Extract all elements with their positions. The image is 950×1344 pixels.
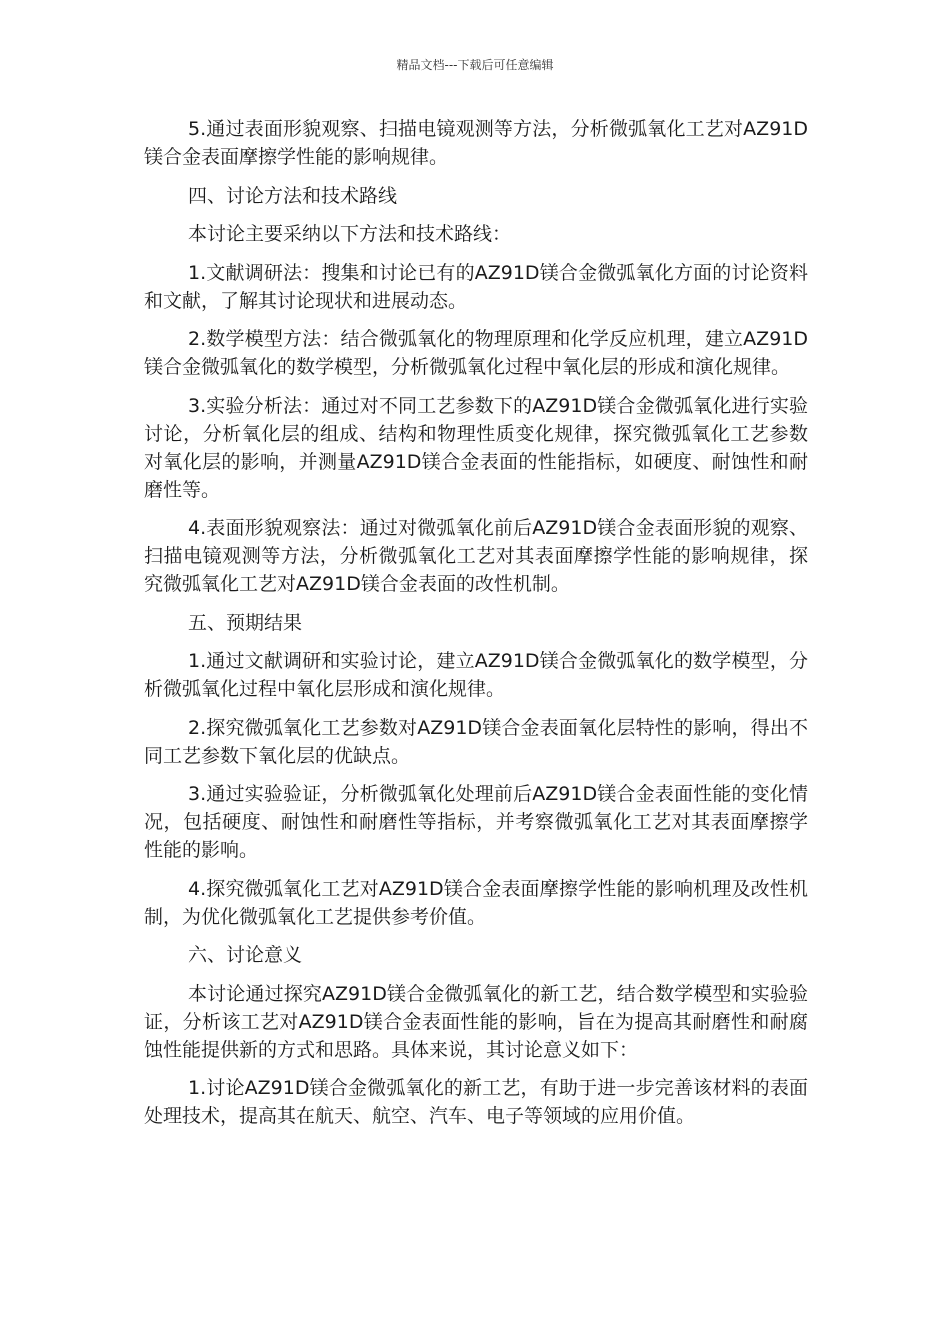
section-heading-expected-results: 五、预期结果 <box>188 611 303 634</box>
paragraph-result-2: 2.探究微弧氧化工艺参数对AZ91D镁合金表面氧化层特性的影响，得出不同工艺参数下氧化层的优缺点。 <box>144 716 808 767</box>
paragraph-method-2: 2.数学模型方法：结合微弧氧化的物理原理和化学反应机理，建立AZ91D镁合金微弧氧化的数学模型，分析微弧氧化过程中氧化层的形成和演化规律。 <box>144 328 808 378</box>
document-body <box>144 115 808 1141</box>
paragraph-significance-intro: 本讨论通过探究AZ91D镁合金微弧氧化的新工艺，结合数学模型和实验验证，分析该工艺对AZ91D镁合金表面性能的影响，旨在为提高其耐磨性和耐腐蚀性能提供新的方式和思路。具体来说，其讨论意义如下： <box>144 982 808 1061</box>
page-header: 精品文档---下载后可任意编辑 <box>396 58 554 72</box>
paragraph-significance-1: 1.讨论AZ91D镁合金微弧氧化的新工艺，有助于进一步完善该材料的表面处理技术，提高其在航天、航空、汽车、电子等领域的应用价值。 <box>144 1077 808 1127</box>
section-heading-methods: 四、讨论方法和技术路线 <box>188 184 398 207</box>
paragraph-method-3: 3.实验分析法：通过对不同工艺参数下的AZ91D镁合金微弧氧化进行实验讨论，分析氧化层的组成、结构和物理性质变化规律，探究微弧氧化工艺参数对氧化层的影响，并测量AZ91D镁合金表面的性能指标，如硬度、耐蚀性和耐磨性等。 <box>144 394 808 501</box>
section-heading-significance: 六、讨论意义 <box>188 944 303 966</box>
paragraph-result-4: 4.探究微弧氧化工艺对AZ91D镁合金表面摩擦学性能的影响机理及改性机制，为优化微弧氧化工艺提供参考价值。 <box>144 877 808 928</box>
paragraph-result-1: 1.通过文献调研和实验讨论，建立AZ91D镁合金微弧氧化的数学模型，分析微弧氧化过程中氧化层形成和演化规律。 <box>144 650 808 700</box>
paragraph-method-1: 1.文献调研法：搜集和讨论已有的AZ91D镁合金微弧氧化方面的讨论资料和文献，了解其讨论现状和进展动态。 <box>144 261 808 312</box>
paragraph-method-4: 4.表面形貌观察法：通过对微弧氧化前后AZ91D镁合金表面形貌的观察、扫描电镜观测等方法，分析微弧氧化工艺对其表面摩擦学性能的影响规律，探究微弧氧化工艺对AZ91D镁合金表面的改性机制。 <box>144 517 808 595</box>
paragraph-analysis-goal-5: 5.通过表面形貌观察、扫描电镜观测等方法，分析微弧氧化工艺对AZ91D镁合金表面摩擦学性能的影响规律。 <box>144 118 808 168</box>
paragraph-methods-intro: 本讨论主要采纳以下方法和技术路线： <box>188 223 512 245</box>
paragraph-result-3: 3.通过实验验证，分析微弧氧化处理前后AZ91D镁合金表面性能的变化情况，包括硬度、耐蚀性和耐磨性等指标，并考察微弧氧化工艺对其表面摩擦学性能的影响。 <box>144 783 808 861</box>
